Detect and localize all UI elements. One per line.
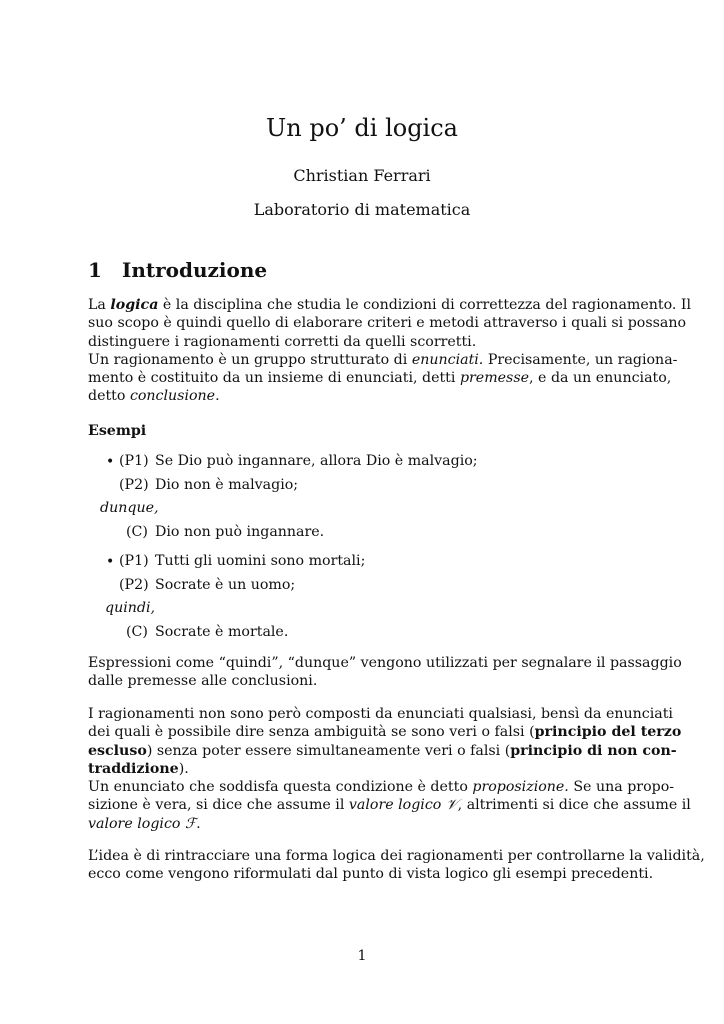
example-tag: (P2): [119, 577, 149, 593]
text-line: dalle premesse alle conclusioni.: [88, 673, 318, 690]
symbol-true: 𝒱: [445, 797, 458, 814]
text-line: detto conclusione.: [88, 388, 220, 405]
section-number: 1: [88, 258, 102, 282]
text-line: suo scopo è quindi quello di elaborare criteri e metodi attraverso i quali si possano: [88, 315, 687, 332]
document-author: Christian Ferrari: [293, 166, 431, 185]
text-line: Un ragionamento è un gruppo strutturato di enunciati. Precisamente, un ragiona-: [88, 351, 678, 368]
term-enunciati: enunciati.: [411, 351, 484, 368]
example-premise: Tutti gli uomini sono mortali;: [155, 553, 366, 569]
example-premise: Socrate è un uomo;: [155, 577, 296, 593]
connectives-paragraph: [88, 654, 682, 691]
document-title: Un po’ di logica: [266, 114, 458, 142]
example-connective: dunque,: [100, 500, 159, 516]
section-title: Introduzione: [122, 258, 268, 282]
text-line: Un enunciato che soddisfa questa condizione è detto proposizione. Se una propo-: [88, 779, 675, 796]
text-line: L’idea è di rintracciare una forma logica dei ragionamenti per controllarne la validità,: [88, 848, 705, 864]
examples-heading: Esempi: [88, 423, 147, 439]
term-premesse: premesse: [459, 370, 530, 387]
example-premise: Se Dio può ingannare, allora Dio è malvagio;: [155, 453, 478, 469]
text-line: valore logico ℱ.: [88, 815, 201, 832]
text-line: traddizione).: [88, 760, 189, 777]
text-line: distinguere i ragionamenti corretti da quelli scorretti.: [88, 333, 477, 350]
example-conclusion: Dio non può ingannare.: [155, 524, 325, 540]
example-tag: (C): [126, 624, 148, 640]
text-line: dei quali è possibile dire senza ambiguità se sono veri o falsi (principio del terzo: [88, 724, 682, 741]
text-line: I ragionamenti non sono però composti da enunciati qualsiasi, bensì da enunciati: [88, 706, 673, 722]
logical-form-paragraph: [88, 847, 705, 884]
principle-non-contradiction: principio di non con-: [510, 742, 677, 759]
example-tag: (P2): [119, 477, 149, 493]
example-tag: (C): [126, 524, 148, 540]
term-conclusione: conclusione.: [129, 388, 220, 405]
document-affiliation: Laboratorio di matematica: [253, 200, 471, 219]
bullet-icon: •: [106, 454, 115, 470]
bullet-icon: •: [106, 554, 115, 570]
example-tag: (P1): [119, 453, 149, 469]
text-line: escluso) senza poter essere simultaneamente veri o falsi (principio di non con-: [88, 742, 677, 759]
text-line: La logica è la disciplina che studia le condizioni di correttezza del ragionamento. Il: [88, 297, 692, 313]
symbol-false: ℱ: [184, 815, 197, 832]
text-line: mento è costituito da un insieme di enunciati, detti premesse, e da un enunciato,: [88, 370, 672, 387]
example-connective: quindi,: [105, 600, 156, 616]
example-premise: Dio non è malvagio;: [155, 477, 299, 493]
term-logica: logica: [110, 297, 159, 313]
section-heading: [88, 258, 267, 282]
text-line: ecco come vengono riformulati dal punto di vista logico gli esempi precedenti.: [88, 866, 654, 883]
term-proposizione: proposizione.: [472, 779, 569, 796]
principle-excluded-middle: principio del terzo: [534, 724, 682, 741]
page-number: 1: [357, 948, 367, 964]
principles-paragraph: [88, 705, 691, 833]
intro-paragraph: [88, 296, 692, 406]
example-tag: (P1): [119, 553, 149, 569]
text-line: sizione è vera, si dice che assume il valore logico 𝒱, altrimenti si dice che assume il: [88, 797, 691, 814]
text-line: Espressioni come “quindi”, “dunque” vengono utilizzati per segnalare il passaggio: [88, 655, 682, 671]
example-conclusion: Socrate è mortale.: [155, 624, 289, 640]
